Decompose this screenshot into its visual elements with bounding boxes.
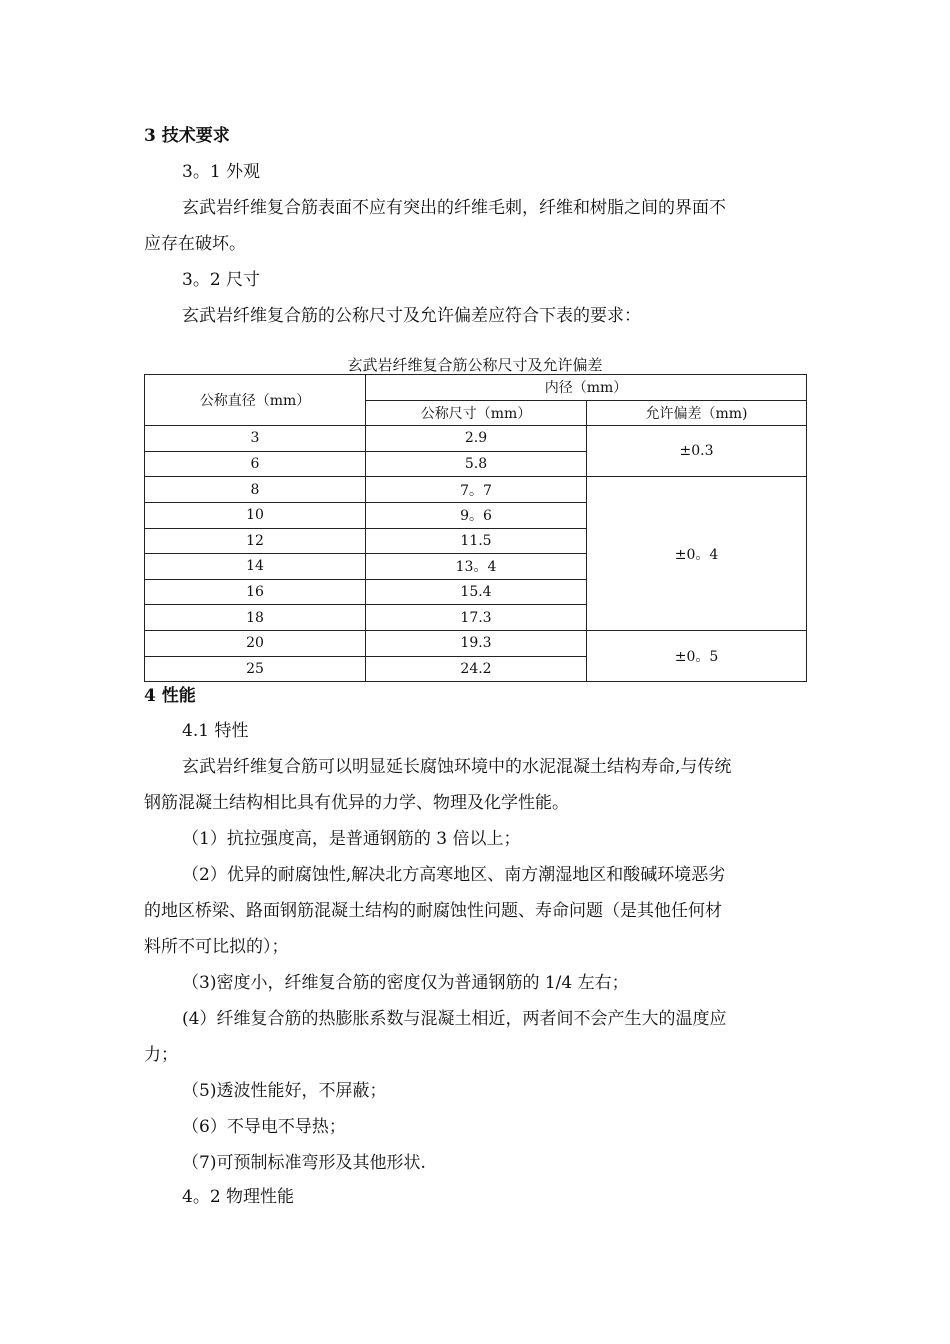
cell-diameter: 10 [145, 502, 366, 528]
list-item: （3)密度小，纤维复合筋的密度仅为普通钢筋的 1/4 左右； [182, 973, 629, 993]
cell-tolerance: ±0。5 [587, 630, 807, 681]
header-tolerance: 允许偏差（mm) [587, 400, 807, 426]
table-row [145, 630, 807, 656]
cell-nominal: 13。4 [366, 554, 587, 580]
cell-nominal: 11.5 [366, 528, 587, 554]
table-caption: 玄武岩纤维复合筋公称尺寸及允许偏差 [347, 356, 603, 374]
cell-nominal: 5.8 [366, 451, 587, 477]
section-4-1-heading: 4.1 特性 [182, 721, 249, 741]
cell-nominal: 19.3 [366, 630, 587, 656]
cell-diameter: 8 [145, 477, 366, 503]
list-item: （1）抗拉强度高，是普通钢筋的 3 倍以上； [182, 829, 521, 849]
cell-diameter: 12 [145, 528, 366, 554]
header-inner-diameter: 内径（mm） [366, 375, 807, 401]
cell-diameter: 6 [145, 451, 366, 477]
list-item-continuation: 力； [144, 1045, 178, 1065]
cell-diameter: 18 [145, 605, 366, 631]
list-item-continuation: 料所不可比拟的）； [144, 937, 289, 957]
section-3-2-heading: 3。2 尺寸 [182, 270, 261, 290]
paragraph-line: 应存在破坏。 [144, 234, 246, 254]
cell-tolerance: ±0。4 [587, 477, 807, 631]
cell-diameter: 3 [145, 426, 366, 452]
section-4-2-heading: 4。2 物理性能 [182, 1187, 295, 1207]
header-nominal-size: 公称尺寸（mm） [366, 400, 587, 426]
dimension-table [144, 374, 807, 682]
list-item: （2）优异的耐腐蚀性,解决北方高寒地区、南方潮湿地区和酸碱环境恶劣 [182, 865, 726, 885]
table-row [145, 426, 807, 452]
paragraph-line: 玄武岩纤维复合筋表面不应有突出的纤维毛刺，纤维和树脂之间的界面不 [182, 198, 726, 218]
list-item: (4）纤维复合筋的热膨胀系数与混凝土相近，两者间不会产生大的温度应 [182, 1009, 727, 1029]
cell-nominal: 15.4 [366, 579, 587, 605]
section-4-heading: 4 性能 [144, 686, 196, 706]
paragraph-line: 钢筋混凝土结构相比具有优异的力学、物理及化学性能。 [144, 793, 569, 813]
cell-nominal: 17.3 [366, 605, 587, 631]
cell-nominal: 9。6 [366, 502, 587, 528]
list-item-continuation: 的地区桥梁、路面钢筋混凝土结构的耐腐蚀性问题、寿命问题（是其他任何材 [144, 901, 722, 921]
paragraph-line: 玄武岩纤维复合筋的公称尺寸及允许偏差应符合下表的要求： [182, 306, 641, 326]
list-item: （7)可预制标准弯形及其他形状. [182, 1153, 426, 1173]
list-item: （5)透波性能好，不屏蔽； [182, 1081, 387, 1101]
cell-tolerance: ±0.3 [587, 426, 807, 477]
cell-diameter: 14 [145, 554, 366, 580]
section-3-1-heading: 3。1 外观 [182, 162, 261, 182]
table-row [145, 477, 807, 503]
paragraph-line: 玄武岩纤维复合筋可以明显延长腐蚀环境中的水泥混凝土结构寿命,与传统 [182, 757, 732, 777]
cell-diameter: 20 [145, 630, 366, 656]
cell-diameter: 25 [145, 656, 366, 682]
cell-diameter: 16 [145, 579, 366, 605]
cell-nominal: 7。7 [366, 477, 587, 503]
cell-nominal: 2.9 [366, 426, 587, 452]
list-item: （6）不导电不导热； [182, 1117, 346, 1137]
cell-nominal: 24.2 [366, 656, 587, 682]
header-nominal-diameter: 公称直径（mm） [145, 375, 366, 426]
section-3-heading: 3 技术要求 [144, 126, 230, 146]
